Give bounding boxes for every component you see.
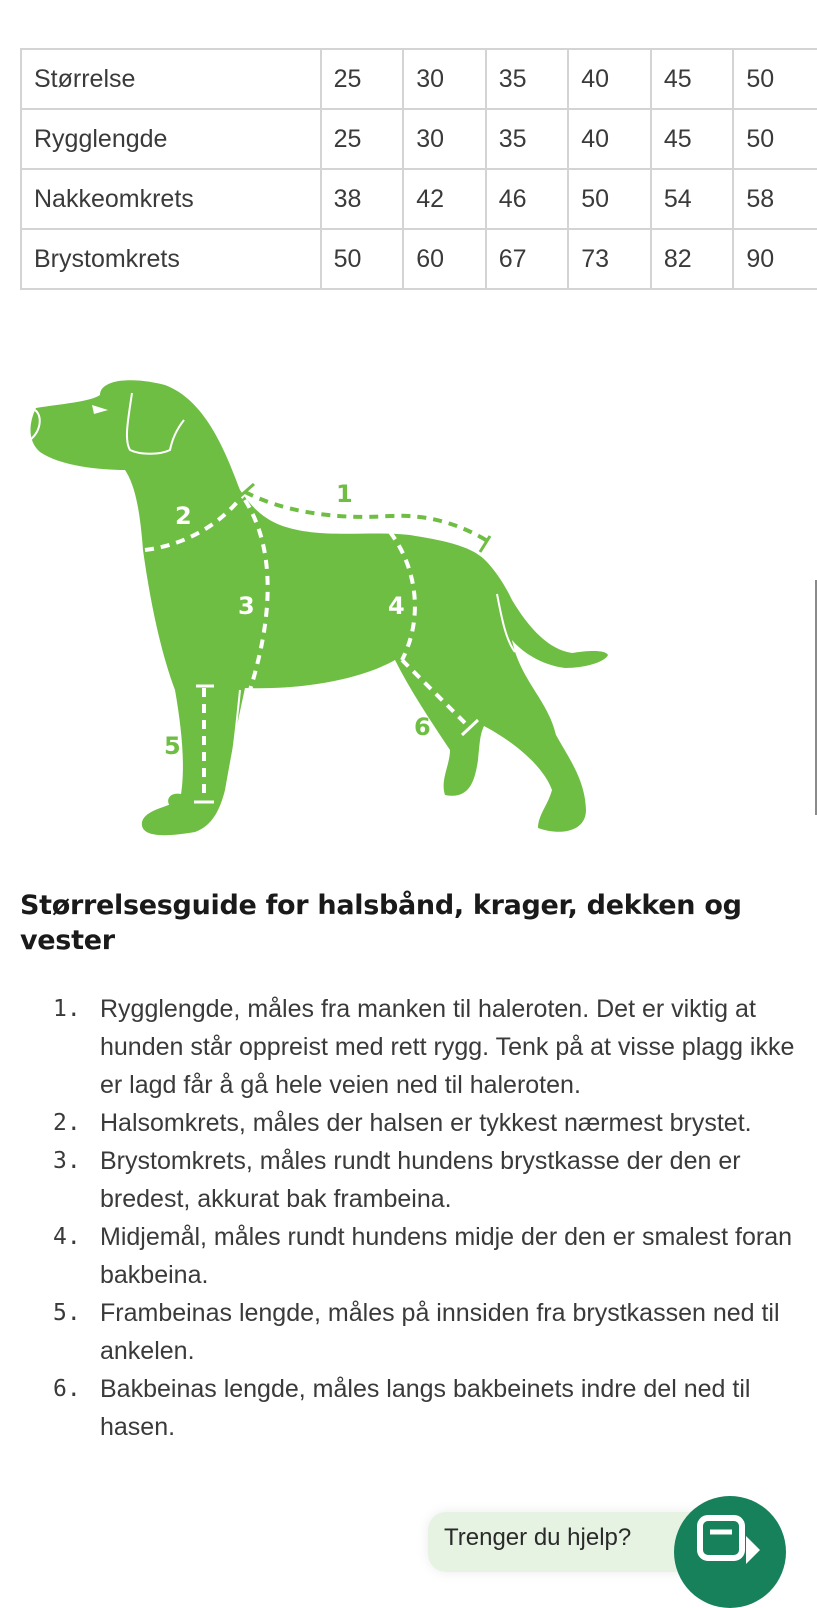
- cell: 50: [322, 230, 405, 290]
- help-prompt-label: Trenger du hjelp?: [444, 1524, 632, 1551]
- cell: 73: [569, 230, 652, 290]
- row-label: Brystomkrets: [22, 230, 322, 290]
- list-item: [0, 1370, 817, 1446]
- dog-measurement-diagram: [14, 372, 614, 842]
- cell: 30: [404, 50, 487, 110]
- list-text: Brystomkrets, måles rundt hundens brystkasse der den er bredest, akkurat bak frambeina.: [100, 1147, 741, 1213]
- cell: 42: [404, 170, 487, 230]
- list-item: [0, 1104, 817, 1142]
- list-text: Frambeinas lengde, måles på innsiden fra brystkassen ned til ankelen.: [100, 1299, 780, 1365]
- marker-2: 2: [175, 502, 192, 530]
- cell: 58: [734, 170, 817, 230]
- list-text: Midjemål, måles rundt hundens midje der den er smalest foran bakbeina.: [100, 1223, 793, 1289]
- marker-1: 1: [336, 480, 353, 508]
- list-number: 4.: [53, 1224, 81, 1250]
- cell: 60: [404, 230, 487, 290]
- guide-title: Størrelsesguide for halsbånd, krager, dekken og vester: [20, 890, 742, 956]
- list-item: [0, 1218, 817, 1294]
- list-number: 3.: [53, 1148, 81, 1174]
- table-row-size: [22, 50, 817, 110]
- size-table: [20, 48, 817, 290]
- cell: 90: [734, 230, 817, 290]
- cell: 82: [652, 230, 735, 290]
- cell: 54: [652, 170, 735, 230]
- table-row-back-length: [22, 110, 817, 170]
- cell: 38: [322, 170, 405, 230]
- list-item: [0, 1294, 817, 1370]
- table-row-chest: [22, 230, 817, 290]
- marker-5: 5: [164, 732, 181, 760]
- list-number: 6.: [53, 1376, 81, 1402]
- list-item: [0, 1142, 817, 1218]
- cell: 45: [652, 50, 735, 110]
- marker-6: 6: [414, 713, 431, 741]
- chat-button[interactable]: [674, 1496, 786, 1608]
- marker-4: 4: [388, 592, 405, 620]
- list-number: 1.: [53, 996, 81, 1022]
- cell: 40: [569, 110, 652, 170]
- measurement-guide-list: [0, 990, 817, 1446]
- chat-icon: [696, 1514, 766, 1574]
- list-text: Rygglengde, måles fra manken til haleroten. Det er viktig at hunden står oppreist med rett rygg. Tenk på at visse plagg ikke er lagd får å gå hele veien ned til haleroten.: [100, 995, 795, 1099]
- cell: 50: [734, 50, 817, 110]
- list-text: Bakbeinas lengde, måles langs bakbeinets indre del ned til hasen.: [100, 1375, 751, 1441]
- row-label: Rygglengde: [22, 110, 322, 170]
- cell: 45: [652, 110, 735, 170]
- cell: 46: [487, 170, 570, 230]
- list-item: [0, 990, 817, 1104]
- row-label: Størrelse: [22, 50, 322, 110]
- list-number: 2.: [53, 1110, 81, 1136]
- cell: 50: [569, 170, 652, 230]
- cell: 67: [487, 230, 570, 290]
- table-row-neck: [22, 170, 817, 230]
- marker-3: 3: [238, 592, 255, 620]
- cell: 30: [404, 110, 487, 170]
- dog-silhouette-icon: [31, 380, 609, 835]
- cell: 35: [487, 50, 570, 110]
- list-text: Halsomkrets, måles der halsen er tykkest nærmest brystet.: [100, 1109, 752, 1137]
- cell: 25: [322, 110, 405, 170]
- cell: 50: [734, 110, 817, 170]
- cell: 25: [322, 50, 405, 110]
- list-number: 5.: [53, 1300, 81, 1326]
- cell: 40: [569, 50, 652, 110]
- row-label: Nakkeomkrets: [22, 170, 322, 230]
- cell: 35: [487, 110, 570, 170]
